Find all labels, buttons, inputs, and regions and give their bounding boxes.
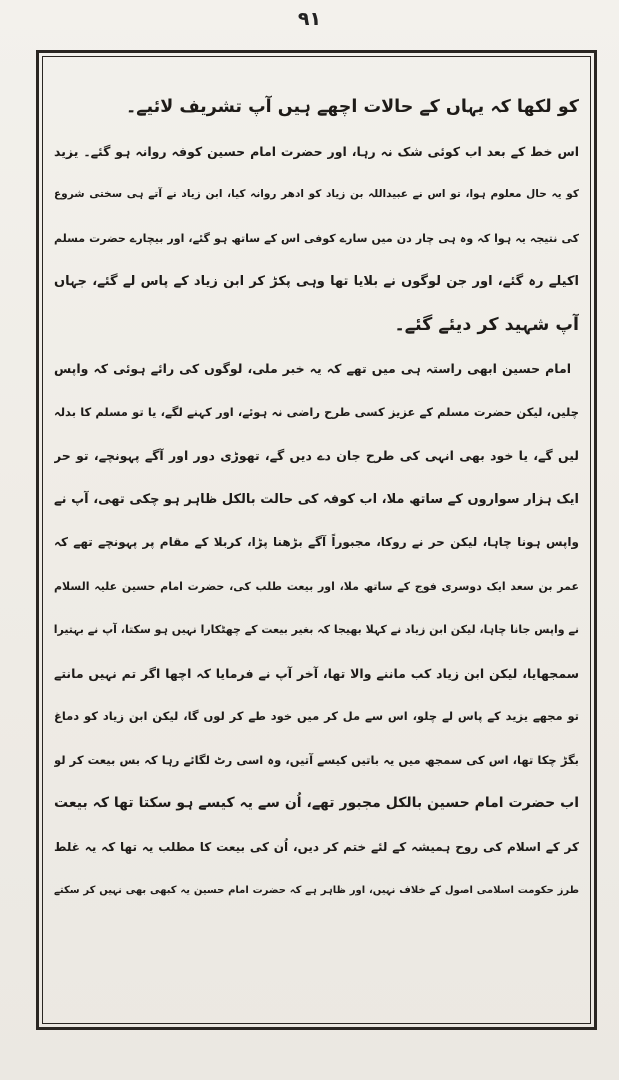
text-line-3: کو یہ حال معلوم ہوا، تو اس نے عبیداللہ بن زیاد کو ادھر روانہ کیا، ابن زیاد نے آتے ہی سختی شروع — [54, 188, 579, 200]
text-line-7: امام حسین ابھی راستہ ہی میں تھے کہ یہ خبر ملی، لوگوں کی رائے ہوئی کہ واپس — [54, 361, 571, 376]
text-line-15: تو مجھے یزید کے پاس لے چلو، اس سے مل کر میں خود طے کر لوں گا، لیکن ابن زیاد کو دماغ — [54, 709, 579, 723]
text-line-13: نے واپس جانا چاہا، لیکن ابن زیاد نے کہلا بھیجا کہ بغیر بیعت کے چھٹکارا نہیں ہو سکتا، آپ نے بہتیرا — [54, 623, 579, 636]
text-line-4: کی نتیجہ یہ ہوا کہ وہ ہی چار دن میں سارے کوفی اس کے ساتھ ہو گئے، اور بیچارے حضرت مسلم — [54, 231, 579, 245]
page-number: ۹۱ — [297, 8, 322, 30]
text-line-2: اس خط کے بعد اب کوئی شک نہ رہا، اور حضرت امام حسین کوفہ روانہ ہو گئے۔ یزید — [54, 143, 579, 159]
text-line-9: لیں گے، یا خود بھی انہی کی طرح جان دے دیں گے، تھوڑی دور اور آگے پہونچے، تو حر — [54, 448, 579, 463]
text-line-14: سمجھایا، لیکن ابن زیاد کب ماننے والا تھا، آخر آپ نے فرمایا کہ اچھا اگر تم نہیں مانتے — [54, 665, 579, 681]
text-line-19: طرز حکومت اسلامی اصول کے خلاف نہیں، اور ظاہر ہے کہ حضرت امام حسین یہ کبھی بھی نہیں کر سکتے — [54, 885, 579, 896]
text-line-5: اکیلے رہ گئے، اور جن لوگوں نے بلایا تھا وہی پکڑ کر ابن زیاد کے پاس لے گئے، جہاں — [54, 274, 579, 289]
text-line-10: ایک ہزار سواروں کے ساتھ ملا، اب کوفہ کی حالت بالکل ظاہر ہو چکی تھی، آپ نے — [54, 491, 579, 507]
text-line-8: چلیں، لیکن حضرت مسلم کے عزیز کسی طرح راضی نہ ہوئے، اور کہنے لگے، یا تو مسلم کا بدلہ — [54, 404, 579, 419]
text-line-16: بگڑ چکا تھا، اس کی سمجھ میں یہ باتیں کیسے آتیں، وہ اسی رٹ لگائے رہا کہ بس بیعت کر لو — [54, 752, 579, 767]
text-line-11: واپس ہونا چاہا، لیکن حر نے روکا، مجبوراً آگے بڑھنا پڑا، کربلا کے مقام پر پہونچے تھے کہ — [54, 535, 579, 549]
text-line-1: کو لکھا کہ یہاں کے حالات اچھے ہیں آپ تشریف لائیے۔ — [125, 97, 579, 117]
text-line-17: اب حضرت امام حسین بالکل مجبور تھے، اُن سے یہ کیسے ہو سکتا تھا کہ بیعت — [54, 795, 579, 811]
text-line-18: کر کے اسلام کی روح ہمیشہ کے لئے ختم کر دیں، اُن کی بیعت کا مطلب یہ تھا کہ یہ غلط — [54, 839, 579, 854]
urdu-text-block — [54, 86, 579, 913]
text-line-6: آپ شہید کر دیئے گئے۔ — [394, 314, 579, 335]
text-line-12: عمر بن سعد ایک دوسری فوج کے ساتھ ملا، اور بیعت طلب کی، حضرت امام حسین علیہ السلام — [54, 579, 579, 593]
